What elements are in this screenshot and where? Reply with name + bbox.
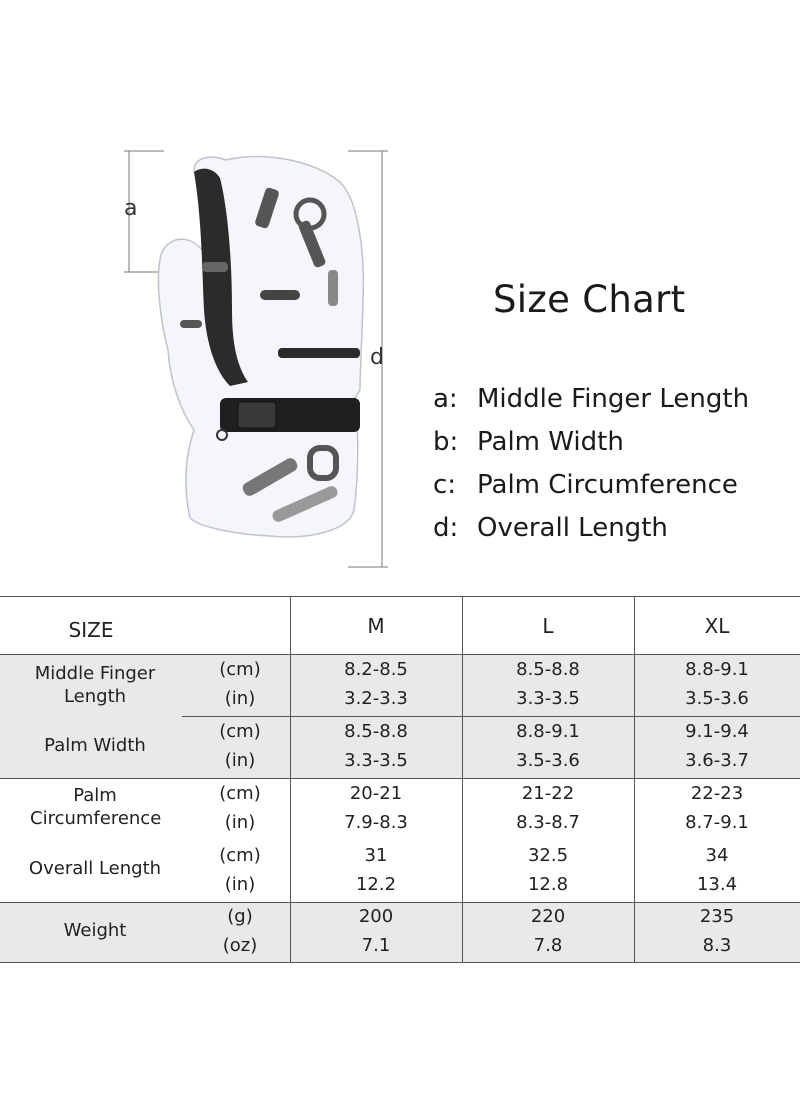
cell-l-in: 3.5-3.6: [516, 750, 580, 771]
legend-key: a:: [433, 384, 458, 414]
cell-xl-cm: 34: [705, 845, 729, 866]
cell-l-in: 3.3-3.5: [516, 688, 580, 709]
legend-item-d: [433, 513, 668, 543]
size-chart-title: Size Chart: [493, 278, 686, 321]
size-table: [0, 596, 800, 962]
cell-l-g: 220: [530, 906, 566, 927]
cell-m-in: 3.3-3.5: [344, 750, 408, 771]
cell-m-cm: 31: [364, 845, 388, 866]
legend-text: Palm Circumference: [477, 470, 738, 500]
legend-key: c:: [433, 470, 457, 500]
row-label-middle-finger-length: Middle Finger Length: [34, 663, 156, 707]
cell-m-g: 200: [358, 906, 394, 927]
row-label-weight: Weight: [63, 920, 127, 941]
cell-m-cm: 20-21: [349, 783, 403, 804]
dimension-label-d: d: [370, 345, 384, 370]
cell-m-oz: 7.1: [361, 935, 391, 956]
legend-text: Palm Width: [477, 427, 624, 457]
legend-item-a: [433, 384, 749, 414]
cell-xl-in: 3.5-3.6: [685, 688, 749, 709]
header-xl: XL: [704, 614, 730, 638]
unit-cm: (cm): [219, 845, 261, 866]
cell-m-in: 7.9-8.3: [344, 812, 408, 833]
cell-xl-cm: 9.1-9.4: [685, 721, 749, 742]
header-size: SIZE: [68, 618, 114, 642]
cell-l-in: 8.3-8.7: [516, 812, 580, 833]
row-label-palm-width: Palm Width: [44, 735, 146, 756]
cell-l-in: 12.8: [527, 874, 569, 895]
cell-xl-in: 13.4: [696, 874, 738, 895]
legend-key: d:: [433, 513, 459, 543]
cell-xl-in: 3.6-3.7: [685, 750, 749, 771]
unit-in: (in): [224, 812, 256, 833]
legend-key: b:: [433, 427, 459, 457]
cell-l-cm: 8.8-9.1: [516, 721, 580, 742]
unit-cm: (cm): [219, 659, 261, 680]
legend-item-b: [433, 427, 624, 457]
cell-xl-g: 235: [699, 906, 735, 927]
glove-illustration: [110, 130, 400, 580]
row-label-overall-length: Overall Length: [28, 858, 162, 879]
table-header-line: [0, 654, 800, 655]
legend-text: Middle Finger Length: [477, 384, 750, 414]
unit-in: (in): [224, 688, 256, 709]
row-divider: [0, 902, 800, 903]
unit-in: (in): [224, 750, 256, 771]
row-label-palm-circumference: Palm Circumference: [30, 785, 162, 829]
cell-xl-oz: 8.3: [702, 935, 732, 956]
header-l: L: [542, 614, 554, 638]
unit-cm: (cm): [219, 721, 261, 742]
unit-oz: (oz): [222, 935, 258, 956]
cell-m-in: 3.2-3.3: [344, 688, 408, 709]
table-border-top: [0, 596, 800, 597]
cell-l-oz: 7.8: [533, 935, 563, 956]
cell-xl-cm: 8.8-9.1: [685, 659, 749, 680]
glove-shape: [158, 157, 363, 537]
cell-l-cm: 8.5-8.8: [516, 659, 580, 680]
unit-g: (g): [227, 906, 253, 927]
row-divider: [182, 716, 800, 717]
unit-cm: (cm): [219, 783, 261, 804]
legend-item-c: [433, 470, 738, 500]
table-border-bottom: [0, 962, 800, 963]
cell-xl-cm: 22-23: [690, 783, 744, 804]
cell-l-cm: 21-22: [521, 783, 575, 804]
row-divider: [0, 778, 800, 779]
cell-l-cm: 32.5: [527, 845, 569, 866]
dimension-label-a: a: [124, 196, 138, 221]
cell-m-in: 12.2: [355, 874, 397, 895]
header-m: M: [367, 614, 385, 638]
cell-xl-in: 8.7-9.1: [685, 812, 749, 833]
cell-m-cm: 8.2-8.5: [344, 659, 408, 680]
cell-m-cm: 8.5-8.8: [344, 721, 408, 742]
unit-in: (in): [224, 874, 256, 895]
legend-text: Overall Length: [477, 513, 668, 543]
